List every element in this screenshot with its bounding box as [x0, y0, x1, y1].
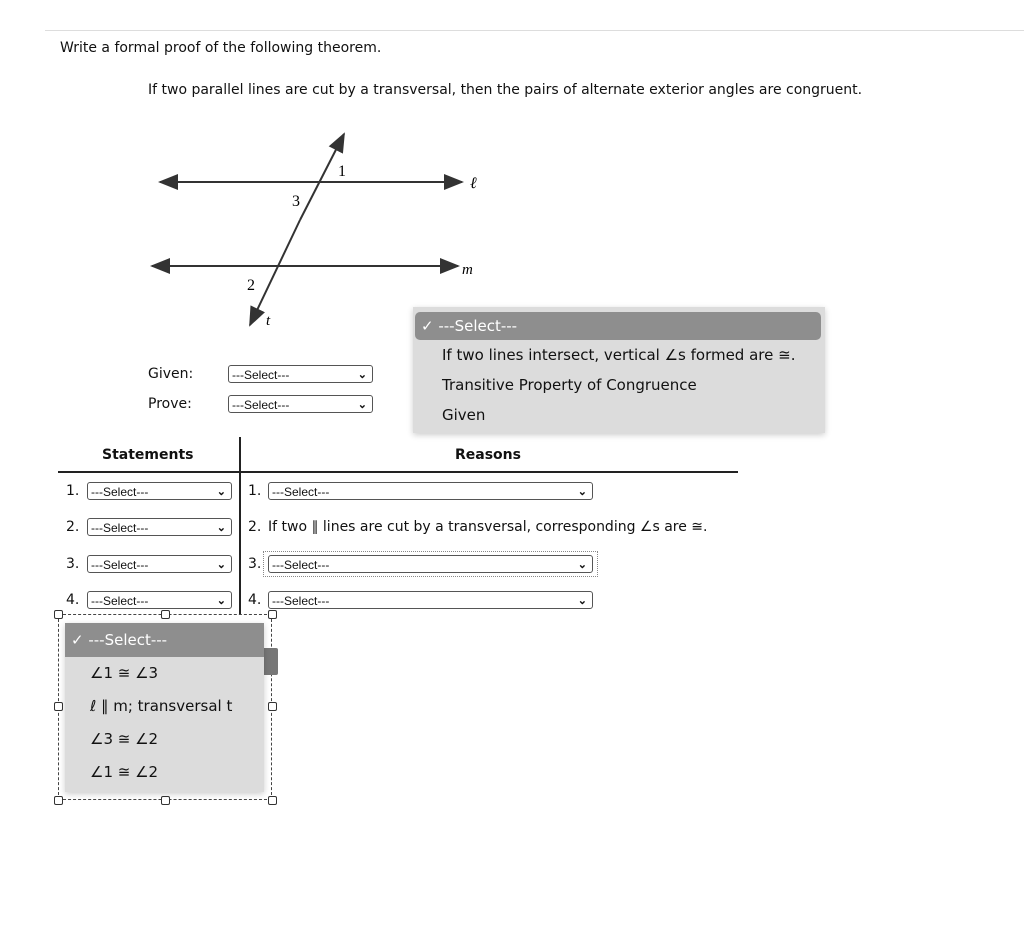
chevron-down-icon: ⌄	[216, 559, 226, 571]
resize-handle[interactable]	[161, 610, 170, 619]
resize-handle[interactable]	[268, 702, 277, 711]
statements-dropdown-menu[interactable]	[65, 623, 264, 792]
chevron-down-icon: ⌄	[216, 486, 226, 498]
given-select[interactable]	[228, 365, 373, 383]
line-m-label: m	[462, 262, 473, 278]
table-header-rule	[58, 471, 738, 473]
dropdown-option[interactable]: ∠1 ≅ ∠2	[90, 763, 159, 781]
statements-header: Statements	[102, 447, 194, 463]
reason-number: 3.	[248, 556, 262, 572]
statement-select-value: ---Select---	[91, 594, 149, 608]
reason-select[interactable]	[268, 591, 593, 609]
statement-select-value: ---Select---	[91, 558, 149, 572]
statement-number: 2.	[66, 519, 80, 535]
chevron-down-icon: ⌄	[216, 595, 226, 607]
resize-handle[interactable]	[268, 610, 277, 619]
chevron-down-icon: ⌄	[577, 486, 587, 498]
statement-number: 3.	[66, 556, 80, 572]
statement-select-value: ---Select---	[91, 485, 149, 499]
dropdown-option[interactable]: ℓ ∥ m; transversal t	[90, 697, 233, 715]
instruction-text: Write a formal proof of the following theorem.	[60, 40, 382, 56]
resize-handle[interactable]	[54, 702, 63, 711]
dropdown-option[interactable]: ∠3 ≅ ∠2	[90, 730, 159, 748]
chevron-down-icon: ⌄	[357, 399, 367, 411]
dropdown-option[interactable]: ∠1 ≅ ∠3	[90, 664, 159, 682]
reason-number: 2.	[248, 519, 262, 535]
statement-select[interactable]	[87, 591, 232, 609]
angle-3-label: 3	[292, 193, 300, 210]
resize-handle[interactable]	[54, 610, 63, 619]
chevron-down-icon: ⌄	[577, 559, 587, 571]
reason-select[interactable]	[268, 482, 593, 500]
theorem-text: If two parallel lines are cut by a transversal, then the pairs of alternate exterior angles are congruent.	[148, 82, 863, 98]
chevron-down-icon: ⌄	[577, 595, 587, 607]
angle-1-label: 1	[338, 163, 346, 180]
given-select-value: ---Select---	[232, 368, 290, 382]
statement-select[interactable]	[87, 555, 232, 573]
table-column-divider	[239, 437, 241, 615]
dropdown-option[interactable]: Transitive Property of Congruence	[442, 376, 697, 394]
chevron-down-icon: ⌄	[357, 369, 367, 381]
resize-handle[interactable]	[161, 796, 170, 805]
resize-handle[interactable]	[268, 796, 277, 805]
dropdown-option[interactable]: If two lines intersect, vertical ∠s formed are ≅.	[442, 346, 796, 364]
given-label: Given:	[148, 366, 194, 382]
chevron-down-icon: ⌄	[216, 522, 226, 534]
transversal-down	[250, 220, 300, 325]
statement-select[interactable]	[87, 482, 232, 500]
statement-select[interactable]	[87, 518, 232, 536]
reason-select-value: ---Select---	[272, 485, 330, 499]
reason-number: 1.	[248, 483, 262, 499]
resize-handle[interactable]	[54, 796, 63, 805]
statement-number: 1.	[66, 483, 80, 499]
prove-select[interactable]	[228, 395, 373, 413]
reasons-header: Reasons	[455, 447, 521, 463]
prove-label: Prove:	[148, 396, 192, 412]
reason-number: 4.	[248, 592, 262, 608]
reason-select-value: ---Select---	[272, 594, 330, 608]
line-l-label: ℓ	[470, 175, 477, 192]
prove-select-value: ---Select---	[232, 398, 290, 412]
dropdown-option-selected[interactable]: ✓ ---Select---	[415, 312, 821, 340]
statement-select-value: ---Select---	[91, 521, 149, 535]
transversal-label: t	[266, 313, 271, 329]
statement-number: 4.	[66, 592, 80, 608]
dropdown-option[interactable]: Given	[442, 406, 486, 424]
top-divider	[45, 30, 1024, 31]
reasons-dropdown-menu[interactable]	[413, 307, 825, 433]
reason-select[interactable]	[268, 555, 593, 573]
dropdown-option-selected[interactable]: ✓ ---Select---	[65, 623, 264, 657]
angle-2-label: 2	[247, 277, 255, 294]
reason-select-value: ---Select---	[272, 558, 330, 572]
scrollbar-thumb[interactable]	[262, 648, 278, 675]
reason-text: If two ∥ lines are cut by a transversal, corresponding ∠s are ≅.	[268, 519, 708, 535]
